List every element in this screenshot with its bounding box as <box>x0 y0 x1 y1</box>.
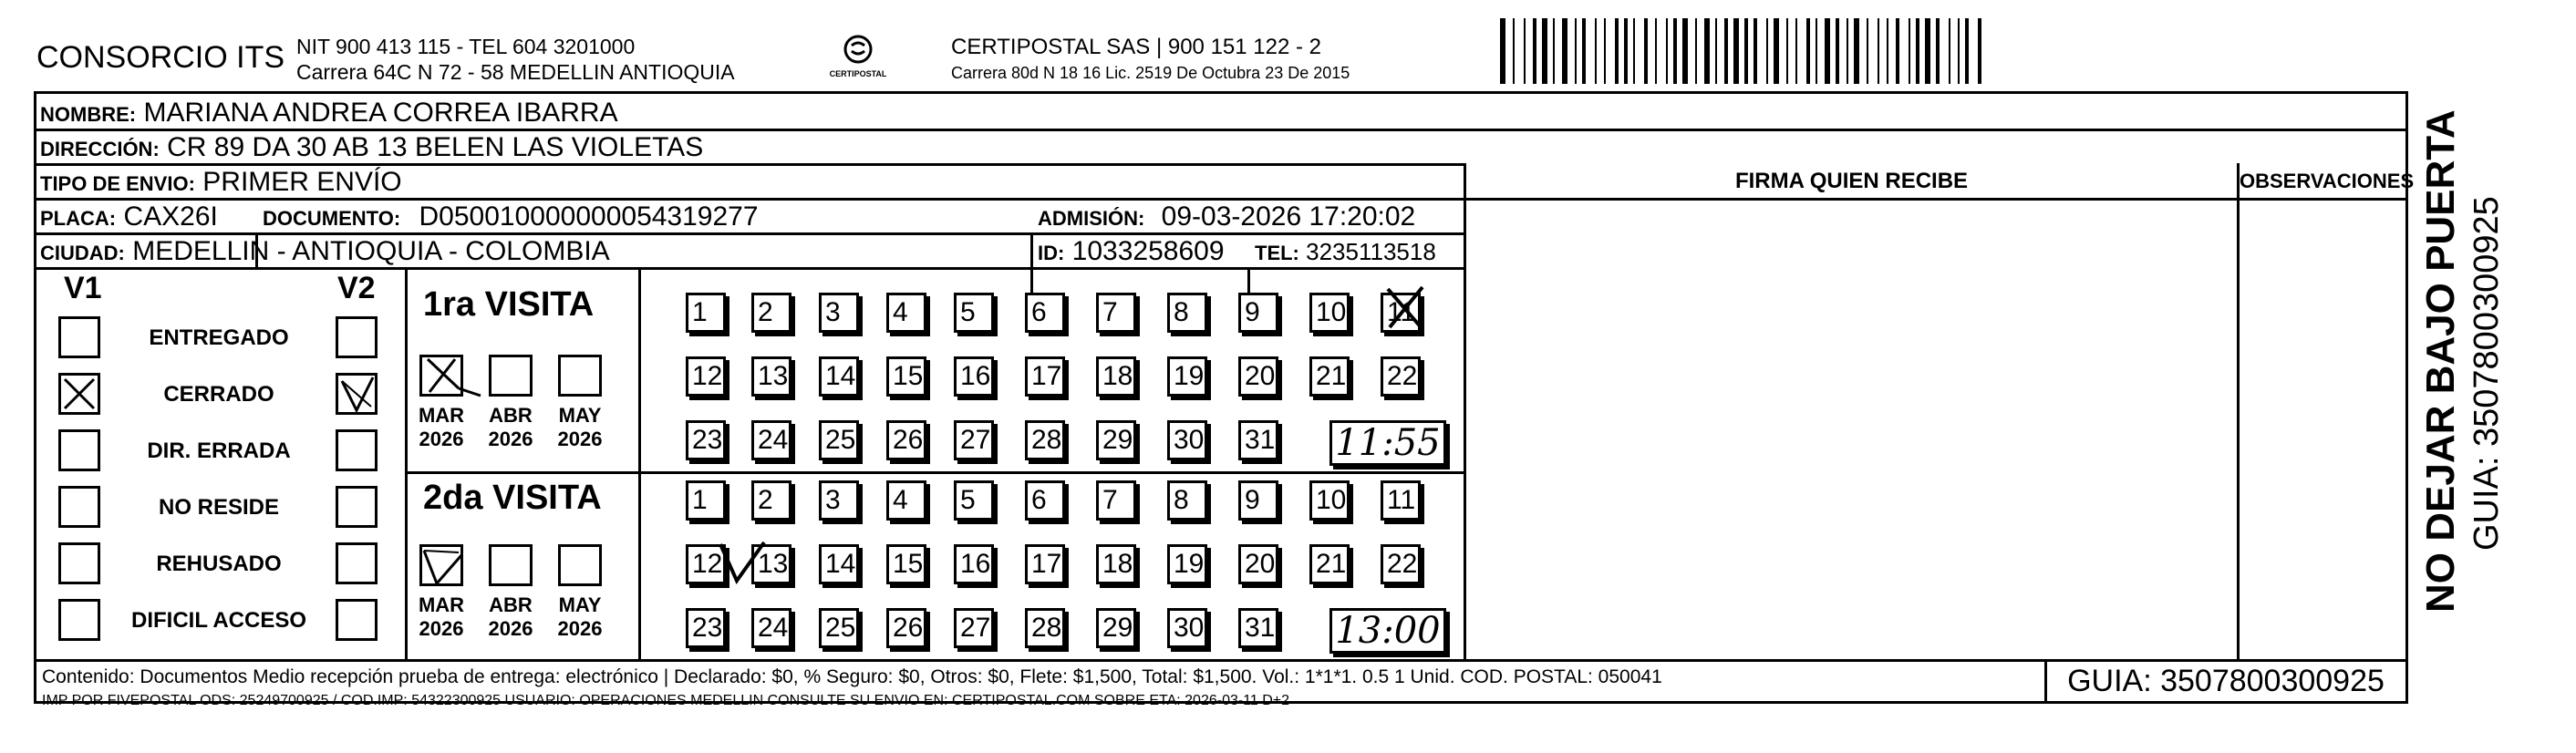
v1-checkbox-2[interactable] <box>58 429 100 471</box>
barcode-bar <box>1682 18 1688 84</box>
observations-area[interactable] <box>2240 203 2404 657</box>
month-label: ABR 2026 <box>488 404 533 450</box>
company-address: Carrera 64C N 72 - 58 MEDELLIN ANTIOQUIA <box>296 60 735 84</box>
second-visit-month-2[interactable] <box>558 544 602 586</box>
month-label: ABR 2026 <box>488 593 533 640</box>
second-visit-day-25[interactable]: 25 <box>819 608 859 648</box>
second-visit-day-23[interactable]: 23 <box>686 608 726 648</box>
second-visit-day-27[interactable]: 27 <box>954 608 994 648</box>
first-visit-day-23[interactable]: 23 <box>686 420 726 460</box>
first-visit-day-20[interactable]: 20 <box>1238 356 1278 397</box>
barcode-bar <box>1500 18 1505 84</box>
barcode-bar <box>1673 18 1677 84</box>
second-visit-day-22[interactable]: 22 <box>1381 544 1421 584</box>
first-visit-day-11[interactable]: 11 <box>1381 293 1421 333</box>
plate-label: PLACA: <box>40 207 117 230</box>
second-visit-day-16[interactable]: 16 <box>954 544 994 584</box>
barcode-bar <box>1825 18 1830 84</box>
second-visit-day-18[interactable]: 18 <box>1096 544 1136 584</box>
barcode-bar <box>1733 18 1739 84</box>
second-visit-day-6[interactable]: 6 <box>1025 480 1065 521</box>
check-mark-icon <box>338 376 375 412</box>
barcode-bar <box>1949 18 1950 84</box>
first-visit-month-0[interactable] <box>419 355 463 397</box>
company-nit: NIT 900 413 115 - TEL 604 3201000 <box>296 35 636 58</box>
barcode-bar <box>1978 18 1981 84</box>
first-visit-day-12[interactable]: 12 <box>686 356 726 397</box>
second-visit-day-14[interactable]: 14 <box>819 544 859 584</box>
second-visit-day-2[interactable]: 2 <box>751 480 791 521</box>
barcode-bar <box>1816 18 1817 84</box>
address-row <box>40 132 703 165</box>
first-visit-day-9[interactable]: 9 <box>1238 293 1278 333</box>
first-visit-day-25[interactable]: 25 <box>819 420 859 460</box>
second-visit-day-10[interactable]: 10 <box>1309 480 1350 521</box>
barcode-bar <box>1595 18 1597 84</box>
barcode-bar <box>1786 18 1788 84</box>
status-label: DIFICIL ACCESO <box>130 608 306 633</box>
second-visit-day-19[interactable]: 19 <box>1167 544 1207 584</box>
document-cell <box>263 201 759 234</box>
v2-checkbox-0[interactable] <box>336 316 378 358</box>
city-value: MEDELLIN - ANTIOQUIA - COLOMBIA <box>132 236 610 266</box>
first-visit-month-1[interactable] <box>489 355 533 397</box>
barcode-bar <box>1766 18 1768 84</box>
first-visit-day-6[interactable]: 6 <box>1025 293 1065 333</box>
x-mark-icon <box>61 376 98 412</box>
status-label: REHUSADO <box>156 552 282 576</box>
first-visit-day-26[interactable]: 26 <box>886 420 926 460</box>
first-visit-day-13[interactable]: 13 <box>751 356 791 397</box>
first-visit-day-27[interactable]: 27 <box>954 420 994 460</box>
month-label: MAR 2026 <box>418 404 465 450</box>
barcode-bar <box>1715 18 1717 84</box>
admission-cell <box>1038 201 1415 234</box>
id-value: 1033258609 <box>1071 236 1225 266</box>
second-visit-month-0[interactable] <box>419 544 463 586</box>
first-visit-day-1[interactable]: 1 <box>686 293 726 333</box>
v1-checkbox-3[interactable] <box>58 486 100 528</box>
admission-label: ADMISIÓN: <box>1038 207 1145 230</box>
barcode-bar <box>1867 18 1868 84</box>
status-label: ENTREGADO <box>149 325 289 350</box>
barcode-bar <box>1524 18 1526 84</box>
month-label: MAR 2026 <box>418 593 465 640</box>
v1-checkbox-4[interactable] <box>58 542 100 584</box>
v2-checkbox-5[interactable] <box>336 599 378 641</box>
visit-divider <box>405 471 1464 474</box>
send-type: PRIMER ENVÍO <box>202 167 402 197</box>
first-visit-day-5[interactable]: 5 <box>954 293 994 333</box>
document-label: DOCUMENTO: <box>263 207 401 230</box>
first-visit-day-19[interactable]: 19 <box>1167 356 1207 397</box>
tel-value: 3235113518 <box>1306 238 1436 265</box>
first-visit-day-14[interactable]: 14 <box>819 356 859 397</box>
second-visit-day-8[interactable]: 8 <box>1167 480 1207 521</box>
barcode-bar <box>1925 18 1930 84</box>
first-visit-day-29[interactable]: 29 <box>1096 420 1136 460</box>
v1-checkbox-5[interactable] <box>58 599 100 641</box>
v1-checkbox-0[interactable] <box>58 316 100 358</box>
cell-divider <box>1030 232 1033 302</box>
second-visit-time[interactable]: 13:00 <box>1329 608 1446 654</box>
barcode-bar <box>1542 18 1547 84</box>
status-label: NO RESIDE <box>158 495 280 520</box>
barcode-bar <box>1624 18 1628 84</box>
v1-label: V1 <box>64 271 102 305</box>
footer-print-info: IMP POR FIVEPOSTAL ODS: 25249700925 / COD.IMP: 54322300925 USUARIO: OPERACIONES MEDELLIN CONSULTE SU ENVIO EN: CERTIPOSTAL.COM SOBRE ETA: 2026-03-11 D+2 <box>42 693 1290 708</box>
barcode-bar <box>1533 18 1536 84</box>
tel-label: TEL: <box>1255 242 1299 264</box>
name-row <box>40 98 618 130</box>
second-visit-day-15[interactable]: 15 <box>886 544 926 584</box>
side-guide: GUIA: 3507800300925 <box>2467 196 2506 551</box>
second-visit-title: 2da VISITA <box>423 479 602 517</box>
status-label: CERRADO <box>163 382 274 407</box>
barcode-bar <box>1754 18 1757 84</box>
second-visit-day-1[interactable]: 1 <box>686 480 726 521</box>
first-visit-day-22[interactable]: 22 <box>1381 356 1421 397</box>
barcode-bar <box>1916 18 1919 84</box>
id-label: ID: <box>1038 242 1065 264</box>
second-visit-day-12[interactable]: 12 <box>686 544 726 584</box>
second-visit-day-13[interactable]: 13 <box>751 544 791 584</box>
check-mark-icon <box>422 547 468 589</box>
recipient-address: CR 89 DA 30 AB 13 BELEN LAS VIOLETAS <box>167 132 704 162</box>
tel-cell <box>1255 236 1436 269</box>
barcode-bar <box>1604 18 1606 84</box>
first-visit-time[interactable]: 11:55 <box>1329 420 1446 466</box>
first-visit-day-30[interactable]: 30 <box>1167 420 1207 460</box>
v2-checkbox-2[interactable] <box>336 429 378 471</box>
barcode-bar <box>1896 18 1899 84</box>
recipient-name: MARIANA ANDREA CORREA IBARRA <box>143 98 618 128</box>
second-visit-day-21[interactable]: 21 <box>1309 544 1350 584</box>
barcode-bar <box>1795 18 1797 84</box>
v2-label: V2 <box>337 271 376 305</box>
barcode-bar <box>1836 18 1839 84</box>
barcode-bar <box>1744 18 1748 84</box>
city-cell <box>40 236 610 269</box>
signature-header: FIRMA QUIEN RECIBE <box>1734 169 1969 193</box>
second-visit-day-3[interactable]: 3 <box>819 480 859 521</box>
month-label: MAY 2026 <box>557 404 603 450</box>
side-divider <box>2405 198 2408 659</box>
send-type-label: TIPO DE ENVIO: <box>40 172 195 195</box>
v2-checkbox-4[interactable] <box>336 542 378 584</box>
barcode-bar <box>1644 18 1648 84</box>
first-visit-month-2[interactable] <box>558 355 602 397</box>
status-divider <box>405 267 408 659</box>
first-visit-day-31[interactable]: 31 <box>1238 420 1278 460</box>
second-visit-day-30[interactable]: 30 <box>1167 608 1207 648</box>
second-visit-day-28[interactable]: 28 <box>1025 608 1065 648</box>
v2-checkbox-3[interactable] <box>336 486 378 528</box>
id-cell <box>1038 236 1225 269</box>
first-visit-day-18[interactable]: 18 <box>1096 356 1136 397</box>
courier-name: CERTIPOSTAL SAS | 900 151 122 - 2 <box>951 35 1321 59</box>
courier-address: Carrera 80d N 18 16 Lic. 2519 De Octubra 23 De 2015 <box>951 64 1350 82</box>
barcode-bar <box>1655 18 1657 84</box>
barcode-bar <box>1847 18 1848 84</box>
barcode-bar <box>1806 18 1810 84</box>
barcode-bar <box>1575 18 1577 84</box>
barcode-bar <box>1695 18 1697 84</box>
signature-area[interactable] <box>1466 203 2234 657</box>
observations-header: OBSERVACIONES <box>2240 170 2415 192</box>
first-visit-day-28[interactable]: 28 <box>1025 420 1065 460</box>
barcode-bar <box>1958 18 1960 84</box>
first-visit-day-16[interactable]: 16 <box>954 356 994 397</box>
barcode-bar <box>1633 18 1635 84</box>
barcode-bar <box>1936 18 1940 84</box>
visit-month-divider <box>638 267 641 659</box>
v2-checkbox-1[interactable] <box>336 373 378 415</box>
footer-content: Contenido: Documentos Medio recepción prueba de entrega: electrónico | Declarado: $0, % Seguro: $0, Otros: $0, Flete: $1,500, Total: $1,500. Vol.: 1*1*1. 0.5 1 Unid. COD. POSTAL: 050041 <box>42 666 1662 687</box>
first-visit-day-7[interactable]: 7 <box>1096 293 1136 333</box>
signature-header-divider <box>1466 198 2237 201</box>
barcode-bar <box>1878 18 1879 84</box>
name-label: NOMBRE: <box>40 103 137 126</box>
first-visit-day-10[interactable]: 10 <box>1309 293 1350 333</box>
first-visit-title: 1ra VISITA <box>423 285 595 324</box>
second-visit-day-26[interactable]: 26 <box>886 608 926 648</box>
barcode-bar <box>1774 18 1779 84</box>
barcode-bar <box>1553 18 1555 84</box>
first-visit-day-4[interactable]: 4 <box>886 293 926 333</box>
barcode-bar <box>1582 18 1586 84</box>
plate-cell <box>40 201 218 234</box>
barcode-bar <box>1724 18 1728 84</box>
month-label: MAY 2026 <box>557 593 603 640</box>
second-visit-day-5[interactable]: 5 <box>954 480 994 521</box>
barcode-bar <box>1887 18 1888 84</box>
certipostal-logo-icon <box>830 31 886 86</box>
barcode-bar <box>1965 18 1969 84</box>
first-visit-day-17[interactable]: 17 <box>1025 356 1065 397</box>
svg-text:CERTIPOSTAL: CERTIPOSTAL <box>830 69 886 78</box>
side-instruction: NO DEJAR BAJO PUERTA <box>2418 109 2463 613</box>
plate-value: CAX26I <box>123 201 218 232</box>
barcode <box>1500 18 2229 84</box>
v1-checkbox-1[interactable] <box>58 373 100 415</box>
barcode-bar <box>1562 18 1567 84</box>
address-label: DIRECCIÓN: <box>40 138 160 160</box>
barcode-bar <box>1704 18 1710 84</box>
status-label: DIR. ERRADA <box>147 438 291 463</box>
second-visit-day-31[interactable]: 31 <box>1238 608 1278 648</box>
observations-header-divider <box>2240 198 2405 201</box>
barcode-bar <box>1854 18 1859 84</box>
second-visit-day-7[interactable]: 7 <box>1096 480 1136 521</box>
barcode-bar <box>1666 18 1668 84</box>
first-visit-day-21[interactable]: 21 <box>1309 356 1350 397</box>
second-visit-day-24[interactable]: 24 <box>751 608 791 648</box>
second-visit-day-20[interactable]: 20 <box>1238 544 1278 584</box>
second-visit-day-4[interactable]: 4 <box>886 480 926 521</box>
second-visit-day-11[interactable]: 11 <box>1381 480 1421 521</box>
second-visit-day-29[interactable]: 29 <box>1096 608 1136 648</box>
city-label: CIUDAD: <box>40 242 125 264</box>
first-visit-day-15[interactable]: 15 <box>886 356 926 397</box>
first-visit-day-3[interactable]: 3 <box>819 293 859 333</box>
first-visit-day-8[interactable]: 8 <box>1167 293 1207 333</box>
second-visit-day-17[interactable]: 17 <box>1025 544 1065 584</box>
x-mark-icon <box>422 356 486 401</box>
first-visit-day-24[interactable]: 24 <box>751 420 791 460</box>
barcode-bar <box>1909 18 1910 84</box>
second-visit-month-1[interactable] <box>489 544 533 586</box>
barcode-bar <box>1513 18 1515 84</box>
company-name: CONSORCIO ITS <box>36 40 285 75</box>
send-type-row <box>40 167 402 200</box>
first-visit-day-2[interactable]: 2 <box>751 293 791 333</box>
shipping-form <box>34 91 2415 708</box>
document-value: D050010000000054319277 <box>419 201 759 232</box>
footer-guide: GUIA: 3507800300925 <box>2044 659 2405 703</box>
admission-value: 09-03-2026 17:20:02 <box>1161 201 1416 232</box>
barcode-bar <box>1615 18 1619 84</box>
second-visit-day-9[interactable]: 9 <box>1238 480 1278 521</box>
